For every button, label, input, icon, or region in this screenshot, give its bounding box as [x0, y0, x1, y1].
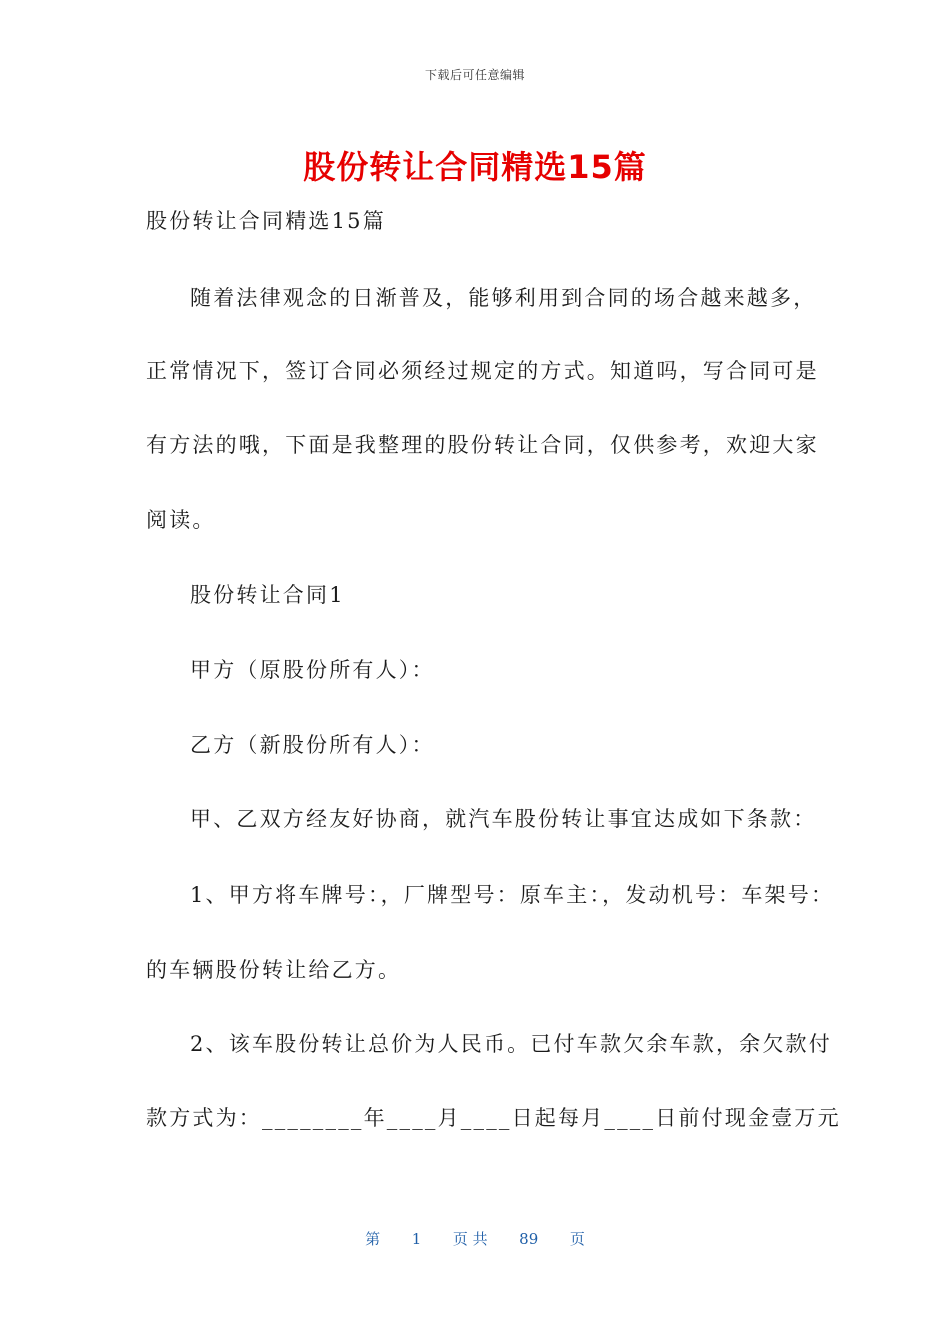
- document-title: 股份转让合同精选15篇: [303, 148, 647, 186]
- paragraph-line: 阅读。: [146, 508, 216, 532]
- section-heading: 股份转让合同1: [190, 583, 345, 607]
- paragraph-line: 随着法律观念的日渐普及，能够利用到合同的场合越来越多，: [190, 286, 817, 310]
- paragraph-line: 正常情况下，签订合同必须经过规定的方式。知道吗，写合同可是: [146, 359, 819, 383]
- party-b-line: 乙方（新股份所有人）：: [190, 733, 435, 757]
- page-footer: [0, 1228, 950, 1249]
- paragraph-line: 有方法的哦，下面是我整理的股份转让合同，仅供参考，欢迎大家: [146, 433, 819, 457]
- footer-total-pages: 89: [519, 1230, 539, 1248]
- party-a-line: 甲方（原股份所有人）：: [190, 658, 435, 682]
- clause-line: 2、该车股份转让总价为人民币。已付车款欠余车款，余欠款付: [190, 1032, 832, 1056]
- footer-page-number: 1: [411, 1230, 422, 1248]
- footer-middle: 页 共: [452, 1230, 488, 1248]
- footer-suffix: 页: [569, 1230, 585, 1248]
- header-note: 下载后可任意编辑: [424, 68, 525, 82]
- footer-prefix: 第: [365, 1230, 381, 1248]
- subtitle-line: 股份转让合同精选15篇: [146, 209, 386, 233]
- clause-line: 款方式为：________年____月____日起每月____日前付现金壹万元: [146, 1106, 841, 1130]
- clause-line: 1、甲方将车牌号：，厂牌型号：原车主：，发动机号：车架号：: [190, 883, 835, 907]
- clause-line: 的车辆股份转让给乙方。: [146, 958, 402, 982]
- paragraph-line: 甲、乙双方经友好协商，就汽车股份转让事宜达成如下条款：: [190, 807, 817, 831]
